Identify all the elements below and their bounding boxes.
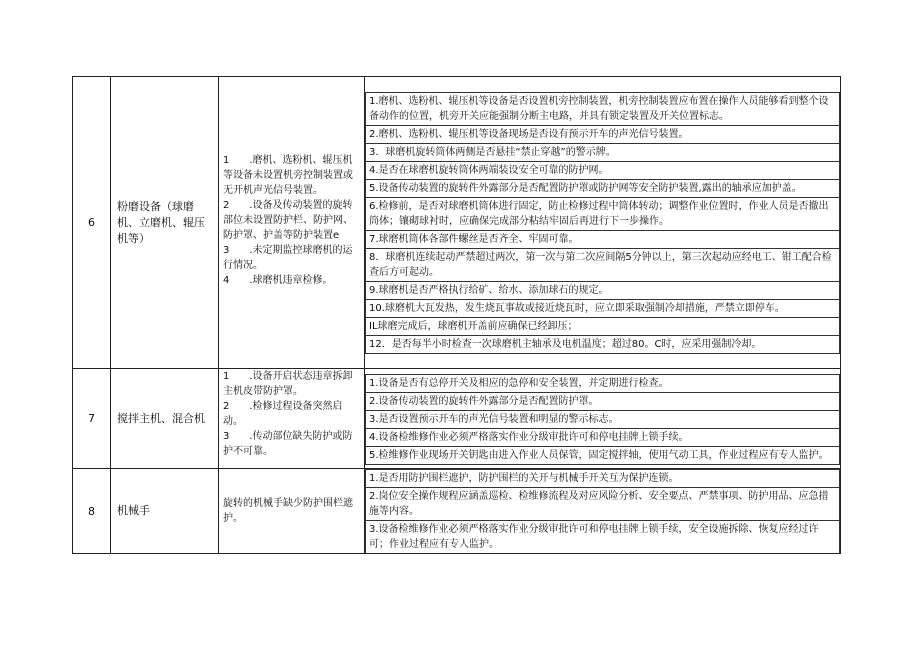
measures-cell xyxy=(365,469,841,554)
table-row xyxy=(73,77,841,369)
hazard-cell xyxy=(219,369,365,469)
measure-item: 5.设备传动装置的旋转件外露部分是否配置防护罩或防护网等安全防护装置,露出的轴承应加护盖。 xyxy=(365,179,840,198)
safety-check-table xyxy=(72,76,841,554)
hazard-item: 1 .设备开启状态违章拆卸主机皮带防护罩。 xyxy=(223,371,353,397)
equipment-name: 粉磨设备（球磨机、立磨机、辊压机等） xyxy=(111,77,219,369)
row-number: 8 xyxy=(73,469,111,554)
measure-item: 4.设备检维修作业必须严格落实作业分级审批许可和停电挂牌上锁手续。 xyxy=(365,428,840,447)
equipment-name: 搅拌主机、混合机 xyxy=(111,369,219,469)
table-row xyxy=(73,469,841,554)
hazard-item: 1 .磨机、选粉机、辊压机等设备未设置机旁控制装置或无开机声光信号装置。 xyxy=(223,155,353,196)
row-number: 7 xyxy=(73,369,111,469)
measure-item: 5.检维修作业现场开关钥匙由进入作业人员保管，固定搅拌轴，使用气动工具，作业过程应有专人监护。 xyxy=(365,446,840,465)
measure-item: 7.球磨机筒体各部件螺丝是否齐全、牢固可靠。 xyxy=(365,230,840,249)
hazard-item: 4 .球磨机违章检修。 xyxy=(223,275,333,286)
hazard-item: 3 .未定期监控球磨机的运行情况。 xyxy=(223,245,353,271)
measure-item: 2.岗位安全操作规程应涵盖巡检、检维修流程及对应风险分析、安全要点、严禁事项、防护用品、应急措施等内容。 xyxy=(365,487,840,521)
measure-item: 3.设备检维修作业必须严格落实作业分级审批许可和停电挂牌上锁手续，安全设施拆除、恢复应经过许可；作业过程应有专人监护。 xyxy=(365,520,840,554)
measure-item: 8．球磨机连续起动严禁超过两次，第一次与第二次应间隔5分钟以上，第三次起动应经电工、钳工配合检查后方可起动。 xyxy=(365,248,840,282)
measure-item: 3.是否设置预示开车的声光信号装置和明显的警示标志。 xyxy=(365,410,840,429)
measures-cell xyxy=(365,77,841,369)
measure-item: 10.球磨机大瓦发热，发生烧瓦事故或接近烧瓦时，应立即采取强制冷却措施，严禁立即停车。 xyxy=(365,299,840,318)
row-number: 6 xyxy=(73,77,111,369)
hazard-item: 2 .设备及传动装置的旋转部位未设置防护栏、防护网、防护罩、护盖等防护装置e xyxy=(223,200,353,241)
hazard-item: 旋转的机械手缺少防护围栏遮护。 xyxy=(223,498,353,524)
measures-cell xyxy=(365,369,841,469)
measure-item: 1.磨机、选粉机、辊压机等设备是否设置机旁控制装置，机旁控制装置应布置在操作人员能够看到整个设备动作的位置，机旁开关应能强制分断主电路，并具有锁定装置及开关位置标志。 xyxy=(365,92,840,126)
measure-item: 1.设备是否有总停开关及相应的急停和安全装置，并定期进行检查。 xyxy=(365,374,840,393)
table-row xyxy=(73,369,841,469)
hazard-cell xyxy=(219,77,365,369)
hazard-item: 3 .传动部位缺失防护或防护不可靠。 xyxy=(223,431,353,457)
measure-item: 4.是否在球磨机旋转筒体两端装设安全可靠的防护网。 xyxy=(365,161,840,180)
hazard-cell xyxy=(219,469,365,554)
measure-item: 2.设备传动装置的旋转件外露部分是否配置防护罩。 xyxy=(365,392,840,411)
measure-item: 9.球磨机是否严格执行给矿、给水、添加球石的规定。 xyxy=(365,281,840,300)
measure-item: 6.检修前，是否对球磨机筒体进行固定，防止检修过程中筒体转动；调整作业位置时，作业人员是否撤出筒体；镶砌球衬时，应确保完成部分粘结牢固后再进行下一步操作。 xyxy=(365,197,840,231)
measure-item: 1.是否用防护围栏遮护，防护围栏的关开与机械手开关互为保护连锁。 xyxy=(365,469,840,488)
measure-item: 2.磨机、选粉机、辊压机等设备现场是否设有预示开车的声光信号装置。 xyxy=(365,125,840,144)
measure-item: 12．是否每半小时检查一次球磨机主轴承及电机温度；超过80。C时，应采用强制冷却。 xyxy=(365,335,840,354)
hazard-item: 2 .检修过程设备突然启动。 xyxy=(223,401,343,427)
measure-item: IL球磨完成后，球磨机开盖前应确保已经卸压； xyxy=(365,317,840,336)
measure-item: 3．球磨机旋转筒体两侧是否悬挂“禁止穿越”的警示牌。 xyxy=(365,143,840,162)
equipment-name: 机械手 xyxy=(111,469,219,554)
